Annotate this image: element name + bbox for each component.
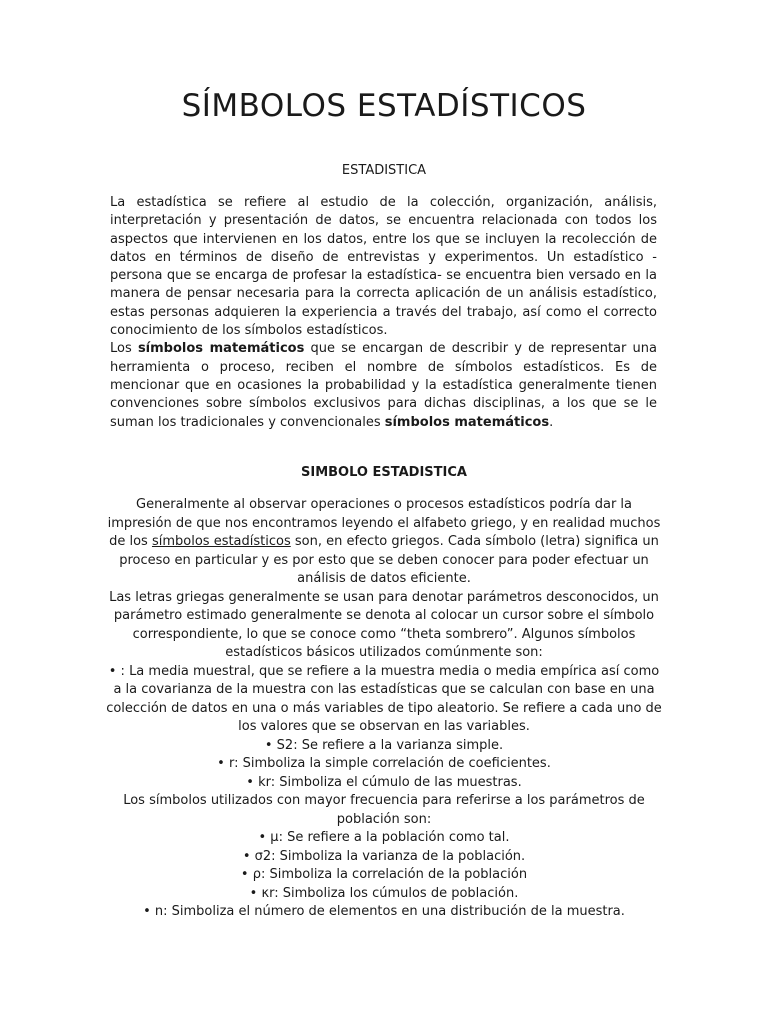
list-item: • r: Simboliza la simple correlación de coeficientes. bbox=[217, 756, 551, 771]
bold-term: símbolos matemáticos bbox=[137, 341, 305, 357]
paragraph-intro bbox=[104, 496, 664, 589]
bold-term: símbolos matemáticos bbox=[384, 414, 550, 430]
list-item: • n: Simboliza el número de elementos en una distribución de la muestra. bbox=[143, 904, 625, 919]
text-run: son, en efecto griegos. Cada símbolo (letra) significa un proceso en particular y es por esto que se deben conocer para poder efectuar un análisis de datos eficiente. bbox=[119, 534, 659, 586]
paragraph-greek-letters: Las letras griegas generalmente se usan para denotar parámetros desconocidos, un parámetro estimado generalmente se denota al colocar un cursor sobre el símbolo correspondiente, lo que se conoce como “theta sombrero”. Algunos símbolos estadísticos básicos utilizados comúnmente son: bbox=[109, 589, 659, 660]
text-run: que se encargan de describir y de representar una herramienta o proceso, reciben el nombre de símbolos estadísticos. Es de mencionar que en ocasiones la probabilidad y la estadística generalmente tienen convenciones sobre símbolos exclusivos para dichas disciplinas, a los que se le suman los tradicionales y convencionales bbox=[110, 341, 658, 430]
link-simbolos-estadisticos[interactable]: símbolos estadísticos bbox=[151, 534, 291, 549]
paragraph-symbols bbox=[110, 340, 657, 431]
paragraph-population-intro: Los símbolos utilizados con mayor frecuencia para referirse a los parámetros de población son: bbox=[123, 793, 645, 827]
list-item: • ρ: Simboliza la correlación de la población bbox=[240, 867, 528, 882]
section-heading-estadistica: ESTADISTICA bbox=[341, 163, 427, 178]
text-run: Los bbox=[110, 341, 138, 357]
text-run: . bbox=[549, 414, 554, 430]
text-run: Generalmente al observar operaciones o procesos estadísticos podría dar la impresión de que nos encontramos leyendo el alfabeto griego, y en realidad muchos de los bbox=[107, 497, 661, 549]
section-estadistica-body bbox=[110, 194, 657, 432]
list-item: • σ2: Simboliza la varianza de la población. bbox=[242, 848, 526, 864]
document-title: SÍMBOLOS ESTADÍSTICOS bbox=[181, 88, 587, 124]
section-simbolo-body bbox=[104, 496, 664, 922]
paragraph-definition: La estadística se refiere al estudio de la colección, organización, análisis, interpretación y presentación de datos, se encuentra relacionada con todos los aspectos que intervienen en los datos, entre los que se incluyen la recolección de datos en términos de diseño de entrevistas y experimentos. Un estadístico -persona que se encarga de profesar la estadística- se encuentra bien versado en la manera de pensar necesaria para la correcta aplicación de un análisis estadístico, estas personas adquieren la experiencia a través del trabajo, así como el correcto conocimiento de los símbolos estadísticos. bbox=[110, 195, 657, 339]
list-item: • S2: Se refiere a la varianza simple. bbox=[264, 737, 504, 753]
list-item: • : La media muestral, que se refiere a la muestra media o media empírica así como a la covarianza de la muestra con las estadísticas que se calculan con base en una colección de datos en una o más variables de tipo aleatorio. Se refiere a cada uno de los valores que se observan en las variables. bbox=[106, 663, 662, 734]
section-heading-simbolo: SIMBOLO ESTADISTICA bbox=[301, 465, 467, 480]
list-item: • kr: Simboliza el cúmulo de las muestras. bbox=[246, 774, 522, 790]
list-item: • μ: Se refiere a la población como tal. bbox=[258, 830, 510, 845]
list-item: • κr: Simboliza los cúmulos de población. bbox=[249, 885, 519, 901]
